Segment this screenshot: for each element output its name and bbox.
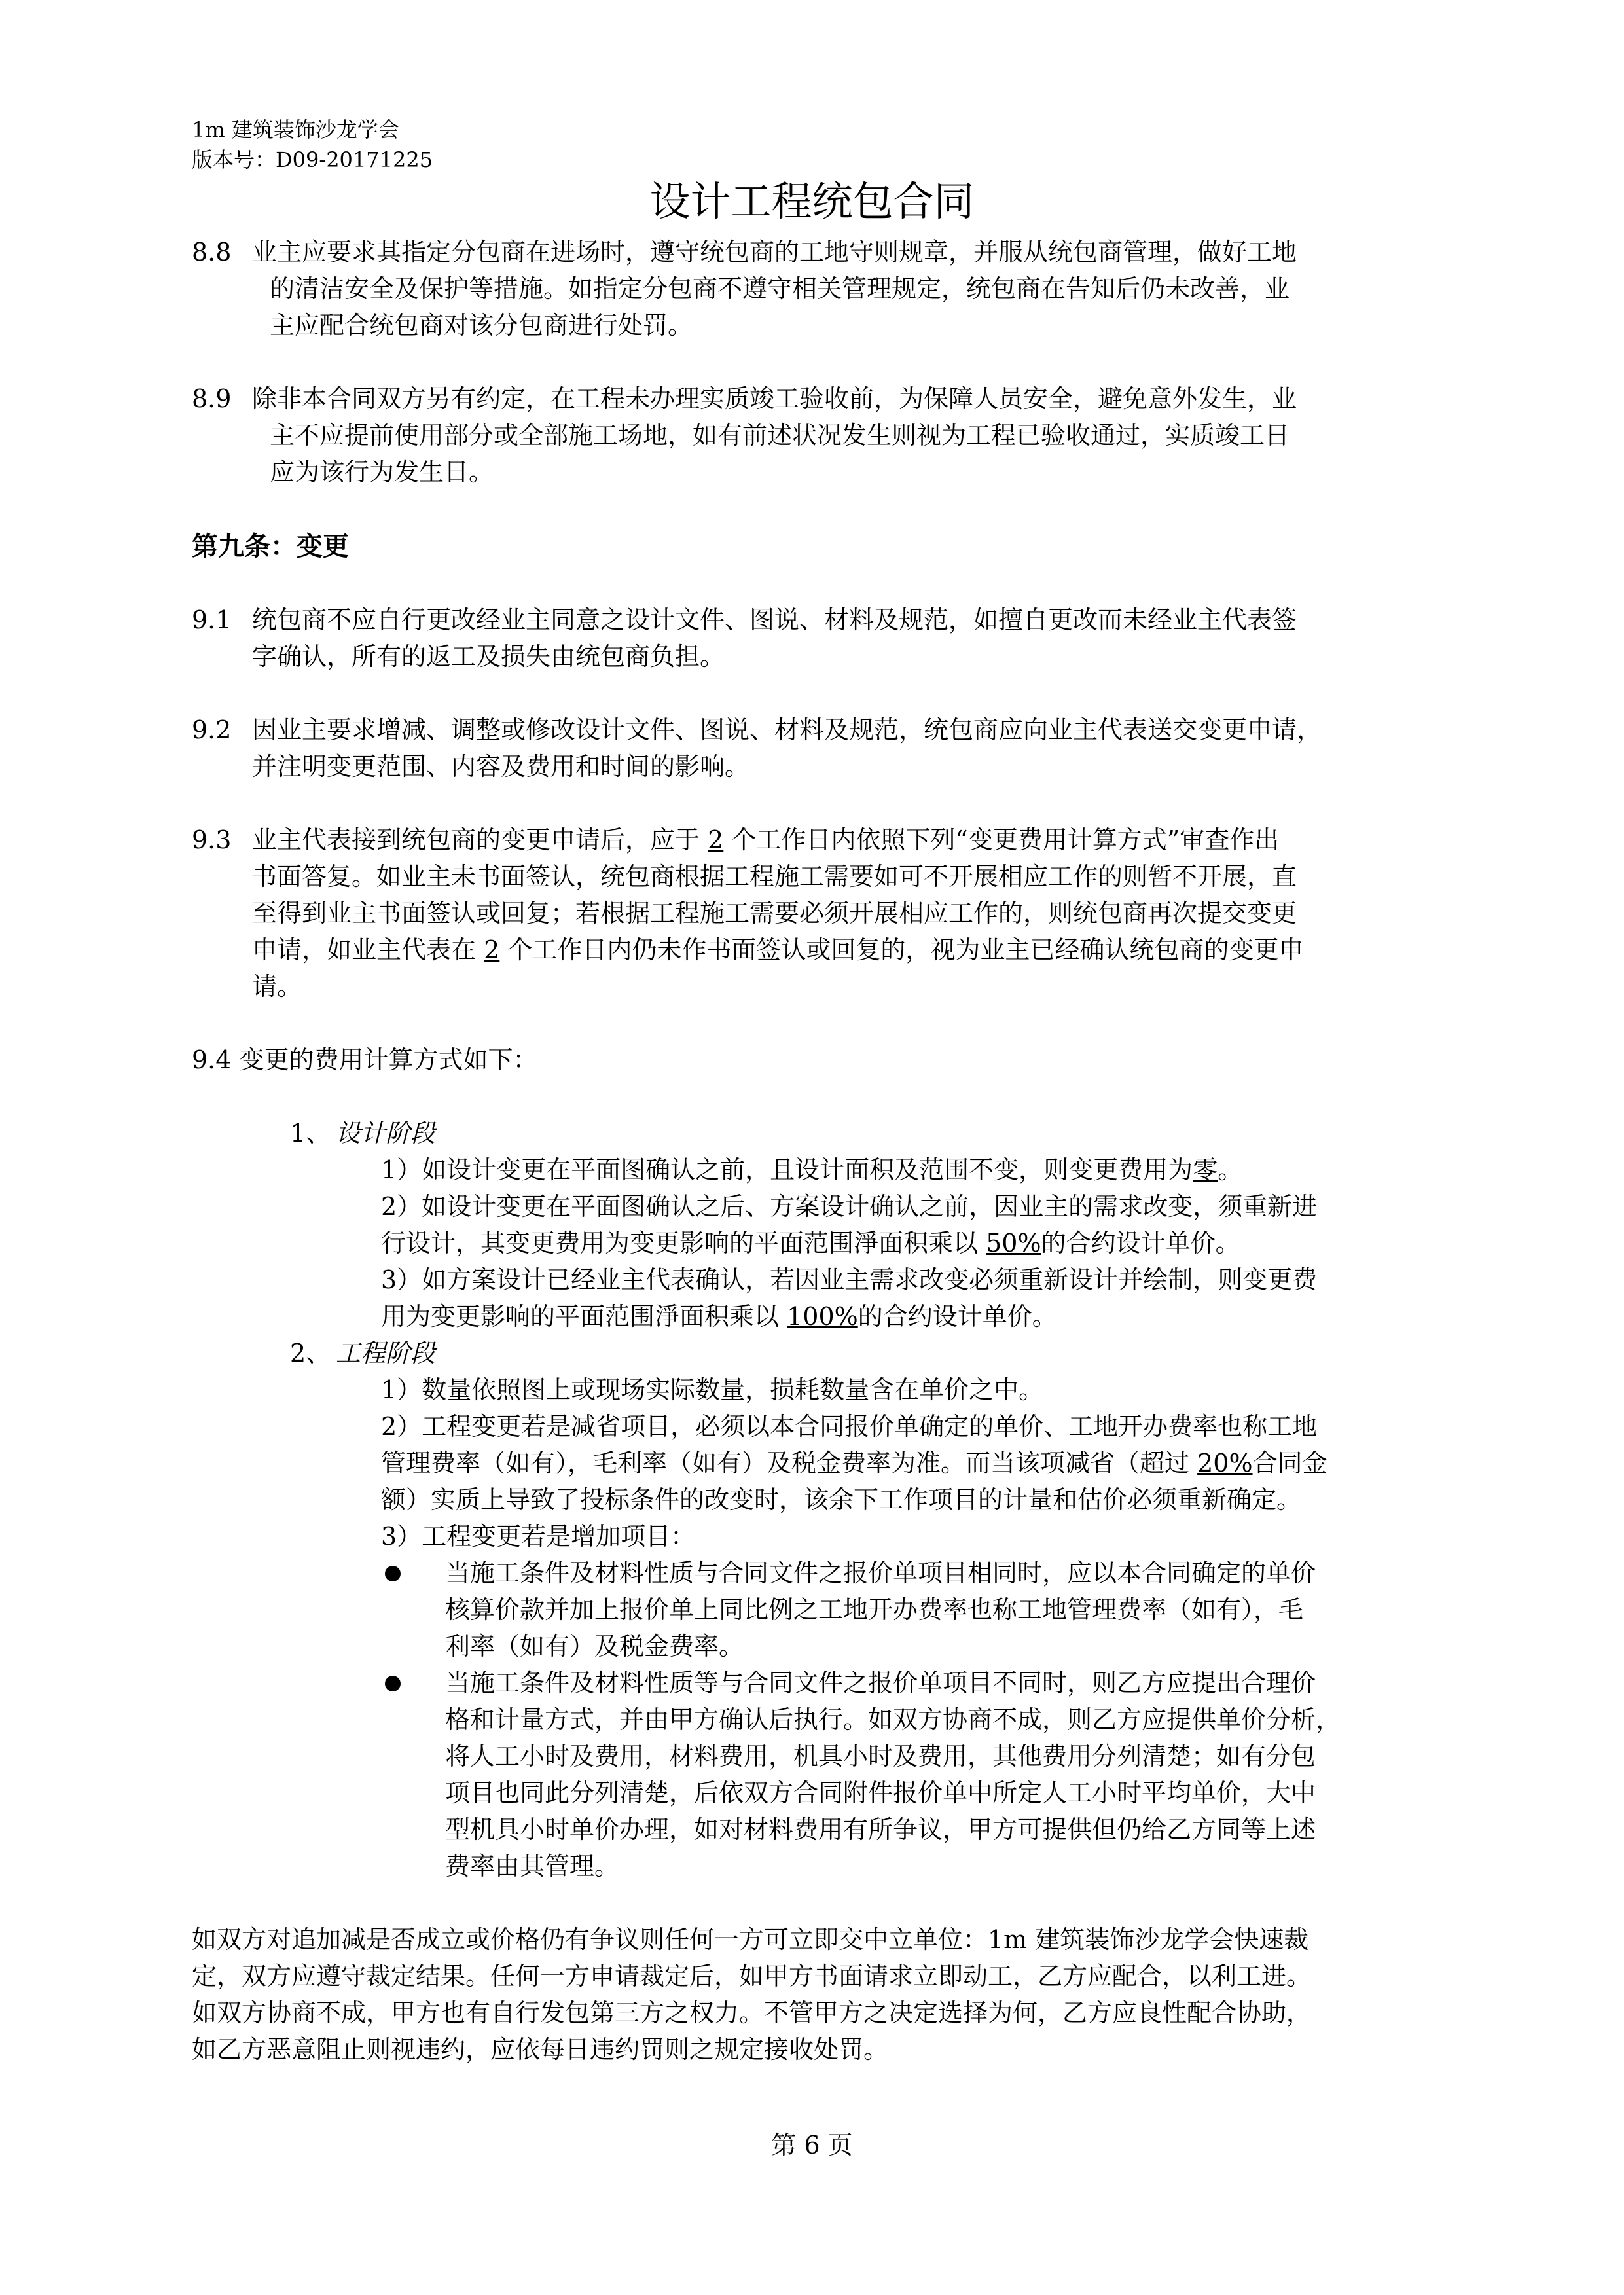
clause-line: 字确认，所有的返工及损失由统包商负担。 — [252, 642, 725, 671]
bullet-line: 型机具小时单价办理，如对材料费用有所争议，甲方可提供但仍给乙方同等上述 — [445, 1815, 1316, 1844]
text-segment: 用为变更影响的平面范围淨面积乘以 — [381, 1302, 787, 1331]
item-line — [381, 1299, 1057, 1334]
bullet-line: 利率（如有）及税金费率。 — [445, 1632, 744, 1661]
text-segment: 。 — [1218, 1155, 1243, 1184]
underlined-value: 零 — [1193, 1155, 1218, 1184]
header-org: 1m 建筑装饰沙龙学会 — [192, 117, 399, 142]
document-title: 设计工程统包合同 — [649, 177, 975, 225]
bullet-line: 核算价款并加上报价单上同比例之工地开办费率也称工地管理费率（如有），毛 — [445, 1595, 1304, 1624]
clause-line: 的清洁安全及保护等措施。如指定分包商不遵守相关管理规定，统包商在告知后仍未改善，业 — [270, 274, 1290, 303]
bullet-line: 项目也同此分列清楚，后依双方合同附件报价单中所定人工小时平均单价，大中 — [445, 1779, 1316, 1807]
clause-line: 统包商不应自行更改经业主同意之设计文件、图说、材料及规范，如擅自更改而未经业主代表签 — [252, 605, 1297, 634]
stage-number: 2、 — [290, 1339, 331, 1367]
clause-line: 至得到业主书面签认或回复；若根据工程施工需要必须开展相应工作的，则统包商再次提交变更 — [252, 899, 1297, 928]
text-segment: 业主代表接到统包商的变更申请后，应于 — [252, 825, 708, 854]
stage-label: 设计阶段 — [336, 1119, 436, 1148]
bullet-line: 将人工小时及费用，材料费用，机具小时及费用，其他费用分列清楚；如有分包 — [445, 1742, 1316, 1771]
clause-line: 书面答复。如业主未书面签认，统包商根据工程施工需要如可不开展相应工作的则暂不开展，直 — [252, 862, 1297, 891]
page-number: 第 6 页 — [771, 2131, 853, 2159]
text-segment: 个工作日内依照下列“变更费用计算方式”审查作出 — [723, 825, 1280, 854]
item-line: 2）如设计变更在平面图确认之后、方案设计确认之前，因业主的需求改变，须重新进 — [381, 1192, 1318, 1221]
clause-number: 9.2 — [192, 715, 232, 744]
clause-heading: 9.4 变更的费用计算方式如下： — [192, 1045, 538, 1074]
item-line: 2）工程变更若是减省项目，必须以本合同报价单确定的单价、工地开办费率也称工地 — [381, 1412, 1318, 1441]
percent-value: 50% — [986, 1229, 1041, 1257]
bullet-icon — [385, 1566, 401, 1581]
clause-line — [252, 932, 1303, 967]
clause-line: 主不应提前使用部分或全部施工场地，如有前述状况发生则视为工程已验收通过，实质竣工日 — [270, 421, 1290, 450]
bullet-line: 格和计量方式，并由甲方确认后执行。如双方协商不成，则乙方应提供单价分析， — [445, 1705, 1341, 1734]
item-line: 1）数量依照图上或现场实际数量，损耗数量含在单价之中。 — [381, 1375, 1044, 1404]
percent-value: 20% — [1197, 1449, 1253, 1477]
clause-line: 主应配合统包商对该分包商进行处罚。 — [270, 311, 693, 340]
clause-line: 因业主要求增减、调整或修改设计文件、图说、材料及规范，统包商应向业主代表送交变更申请， — [252, 715, 1322, 744]
bullet-line: 当施工条件及材料性质与合同文件之报价单项目相同时，应以本合同确定的单价 — [445, 1559, 1316, 1587]
bullet-line: 当施工条件及材料性质等与合同文件之报价单项目不同时，则乙方应提出合理价 — [445, 1669, 1316, 1697]
bullet-icon — [385, 1676, 401, 1691]
clause-line: 并注明变更范围、内容及费用和时间的影响。 — [252, 752, 750, 781]
text-segment: 管理费率（如有），毛利率（如有）及税金费率为准。而当该项减省（超过 — [381, 1449, 1198, 1477]
clause-line — [252, 822, 1279, 858]
percent-value: 100% — [787, 1302, 858, 1331]
paragraph-line: 如双方协商不成，甲方也有自行发包第三方之权力。不管甲方之决定选择为何，乙方应良性配合协助， — [192, 1998, 1312, 2027]
clause-line: 请。 — [252, 972, 302, 1001]
clause-line: 除非本合同双方另有约定，在工程未办理实质竣工验收前，为保障人员安全，避免意外发生，业 — [252, 384, 1297, 413]
header-version: 版本号：D09-20171225 — [192, 147, 433, 172]
item-line: 3）如方案设计已经业主代表确认，若因业主需求改变必须重新设计并绘制，则变更费 — [381, 1265, 1318, 1294]
text-segment: 的合约设计单价。 — [857, 1302, 1057, 1331]
clause-number: 9.3 — [192, 825, 232, 854]
clause-number: 8.9 — [192, 384, 232, 413]
item-line — [381, 1445, 1327, 1481]
stage-label: 工程阶段 — [336, 1339, 436, 1367]
working-days-value: 2 — [708, 825, 724, 854]
text-segment: 个工作日内仍未作书面签认或回复的，视为业主已经确认统包商的变更申 — [499, 935, 1304, 964]
clause-line: 应为该行为发生日。 — [270, 458, 494, 486]
bullet-line: 费率由其管理。 — [445, 1852, 620, 1881]
stage-number: 1、 — [290, 1119, 331, 1148]
text-segment: 申请，如业主代表在 — [252, 935, 484, 964]
clause-number: 8.8 — [192, 238, 232, 266]
paragraph-line: 定，双方应遵守裁定结果。任何一方申请裁定后，如甲方书面请求立即动工，乙方应配合，以利工进。 — [192, 1962, 1312, 1991]
section-heading: 第九条：变更 — [192, 532, 349, 562]
item-line: 3）工程变更若是增加项目： — [381, 1522, 696, 1551]
text-segment: 合同金 — [1252, 1449, 1327, 1477]
item-line — [381, 1152, 1242, 1187]
working-days-value: 2 — [484, 935, 500, 964]
text-segment: 行设计，其变更费用为变更影响的平面范围淨面积乘以 — [381, 1229, 986, 1257]
text-segment: 1）如设计变更在平面图确认之前，且设计面积及范围不变，则变更费用为 — [381, 1155, 1193, 1184]
clause-number: 9.1 — [192, 605, 232, 634]
paragraph-line: 如双方对追加减是否成立或价格仍有争议则任何一方可立即交中立单位：1m 建筑装饰沙龙学会快速裁 — [192, 1925, 1309, 1954]
item-line: 额）实质上导致了投标条件的改变时，该余下工作项目的计量和估价必须重新确定。 — [381, 1485, 1302, 1514]
paragraph-line: 如乙方恶意阻止则视违约，应依每日违约罚则之规定接收处罚。 — [192, 2035, 889, 2064]
item-line — [381, 1225, 1240, 1261]
clause-line: 业主应要求其指定分包商在进场时，遵守统包商的工地守则规章，并服从统包商管理，做好工地 — [252, 238, 1297, 266]
text-segment: 的合约设计单价。 — [1041, 1229, 1240, 1257]
